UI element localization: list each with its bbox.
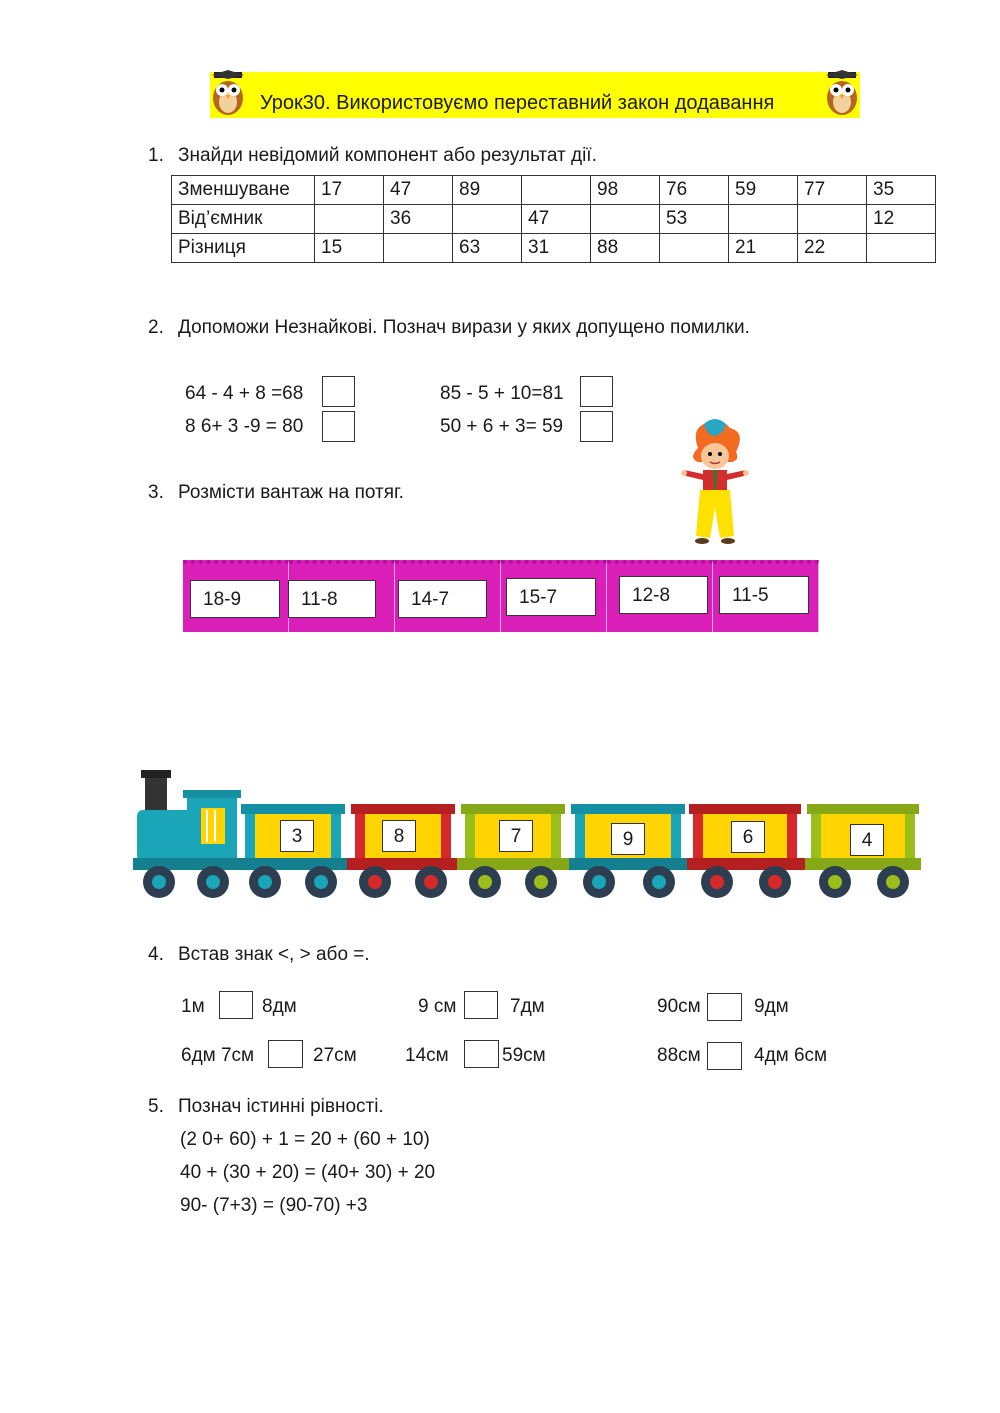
table-cell[interactable]: 36 <box>384 205 453 234</box>
wagon-number: 8 <box>382 820 416 852</box>
table-cell[interactable] <box>522 176 591 205</box>
table-cell[interactable]: 77 <box>798 176 867 205</box>
neznayka-character-icon <box>680 418 750 553</box>
cargo-label[interactable]: 12-8 <box>619 576 708 614</box>
table-cell[interactable] <box>591 205 660 234</box>
compare-sign-box[interactable] <box>707 1042 742 1070</box>
task2-text: Допоможи Незнайкові. Познач вирази у яких допущено помилки. <box>178 317 750 338</box>
owl-right-icon <box>822 70 862 123</box>
compare-right: 7дм <box>510 996 545 1017</box>
table-cell[interactable]: 53 <box>660 205 729 234</box>
table-cell[interactable] <box>798 205 867 234</box>
answer-checkbox[interactable] <box>580 376 613 407</box>
table-cell[interactable] <box>384 234 453 263</box>
task2-heading <box>148 317 750 339</box>
owl-left-icon <box>208 70 248 123</box>
equation[interactable]: 90- (7+3) = (90-70) +3 <box>180 1195 368 1216</box>
table-cell[interactable] <box>867 234 936 263</box>
table-cell[interactable]: 31 <box>522 234 591 263</box>
cargo-label[interactable]: 15-7 <box>506 578 596 616</box>
table-cell[interactable]: 12 <box>867 205 936 234</box>
answer-checkbox[interactable] <box>580 411 613 442</box>
table-cell[interactable]: 47 <box>384 176 453 205</box>
table-cell[interactable]: 15 <box>315 234 384 263</box>
equation[interactable]: 40 + (30 + 20) = (40+ 30) + 20 <box>180 1162 436 1183</box>
answer-checkbox[interactable] <box>322 411 355 442</box>
wagon-number: 7 <box>499 820 533 852</box>
wagon-number: 6 <box>731 821 765 853</box>
row-label: Зменшуване <box>172 176 315 205</box>
page-title: Урок30. Використовуємо переставний закон додавання <box>260 92 775 114</box>
table-cell[interactable]: 47 <box>522 205 591 234</box>
compare-sign-box[interactable] <box>268 1040 303 1068</box>
answer-checkbox[interactable] <box>322 376 355 407</box>
compare-right: 8дм <box>262 996 297 1017</box>
row-label: Різниця <box>172 234 315 263</box>
table-cell[interactable]: 17 <box>315 176 384 205</box>
table-row-minuend <box>172 176 936 205</box>
table-row-subtrahend <box>172 205 936 234</box>
wagon-number: 4 <box>850 824 884 856</box>
compare-sign-box[interactable] <box>464 991 498 1019</box>
compare-left: 1м <box>181 996 205 1017</box>
wagon-number: 3 <box>280 820 314 852</box>
cargo-label[interactable]: 18-9 <box>190 580 280 618</box>
compare-left: 88см <box>657 1045 701 1066</box>
table-row-difference <box>172 234 936 263</box>
subtraction-table <box>171 175 936 263</box>
task3-number: 3. <box>148 482 164 503</box>
table-cell[interactable] <box>453 205 522 234</box>
task2-number: 2. <box>148 317 164 338</box>
compare-sign-box[interactable] <box>707 993 742 1021</box>
task3-heading <box>148 482 404 504</box>
compare-left: 6дм 7см <box>181 1045 255 1066</box>
compare-left: 90см <box>657 996 701 1017</box>
wagon-number: 9 <box>611 823 645 855</box>
expression: 64 - 4 + 8 =68 <box>185 383 304 404</box>
table-cell[interactable]: 59 <box>729 176 798 205</box>
cargo-label[interactable]: 11-5 <box>719 576 809 614</box>
table-cell[interactable]: 89 <box>453 176 522 205</box>
task4-text: Встав знак <, > або =. <box>178 944 370 965</box>
table-cell[interactable] <box>660 234 729 263</box>
equation[interactable]: (2 0+ 60) + 1 = 20 + (60 + 10) <box>180 1129 430 1150</box>
table-cell[interactable]: 21 <box>729 234 798 263</box>
cargo-label[interactable]: 11-8 <box>288 580 376 618</box>
expression: 8 6+ 3 -9 = 80 <box>185 416 304 437</box>
table-cell[interactable]: 22 <box>798 234 867 263</box>
compare-right: 27см <box>313 1045 357 1066</box>
table-cell[interactable]: 76 <box>660 176 729 205</box>
compare-right: 59см <box>502 1045 546 1066</box>
task5-heading <box>148 1096 384 1118</box>
cargo-strip <box>183 560 819 632</box>
table-cell[interactable]: 88 <box>591 234 660 263</box>
task1-number: 1. <box>148 145 164 166</box>
table-cell[interactable]: 35 <box>867 176 936 205</box>
task5-text: Познач істинні рівності. <box>178 1096 384 1117</box>
task1-heading <box>148 145 597 167</box>
task4-heading <box>148 944 370 966</box>
task4-number: 4. <box>148 944 164 965</box>
compare-left: 9 см <box>418 996 457 1017</box>
cargo-label[interactable]: 14-7 <box>398 580 487 618</box>
expression: 85 - 5 + 10=81 <box>440 383 564 404</box>
table-cell[interactable] <box>315 205 384 234</box>
compare-right: 9дм <box>754 996 789 1017</box>
task5-number: 5. <box>148 1096 164 1117</box>
compare-right: 4дм 6см <box>754 1045 828 1066</box>
compare-left: 14см <box>405 1045 449 1066</box>
compare-sign-box[interactable] <box>464 1040 499 1068</box>
table-cell[interactable]: 98 <box>591 176 660 205</box>
expression: 50 + 6 + 3= 59 <box>440 416 564 437</box>
task3-text: Розмісти вантаж на потяг. <box>178 482 404 503</box>
row-label: Від’ємник <box>172 205 315 234</box>
compare-sign-box[interactable] <box>219 991 253 1019</box>
table-cell[interactable] <box>729 205 798 234</box>
table-cell[interactable]: 63 <box>453 234 522 263</box>
task1-text: Знайди невідомий компонент або результат дії. <box>178 145 597 166</box>
